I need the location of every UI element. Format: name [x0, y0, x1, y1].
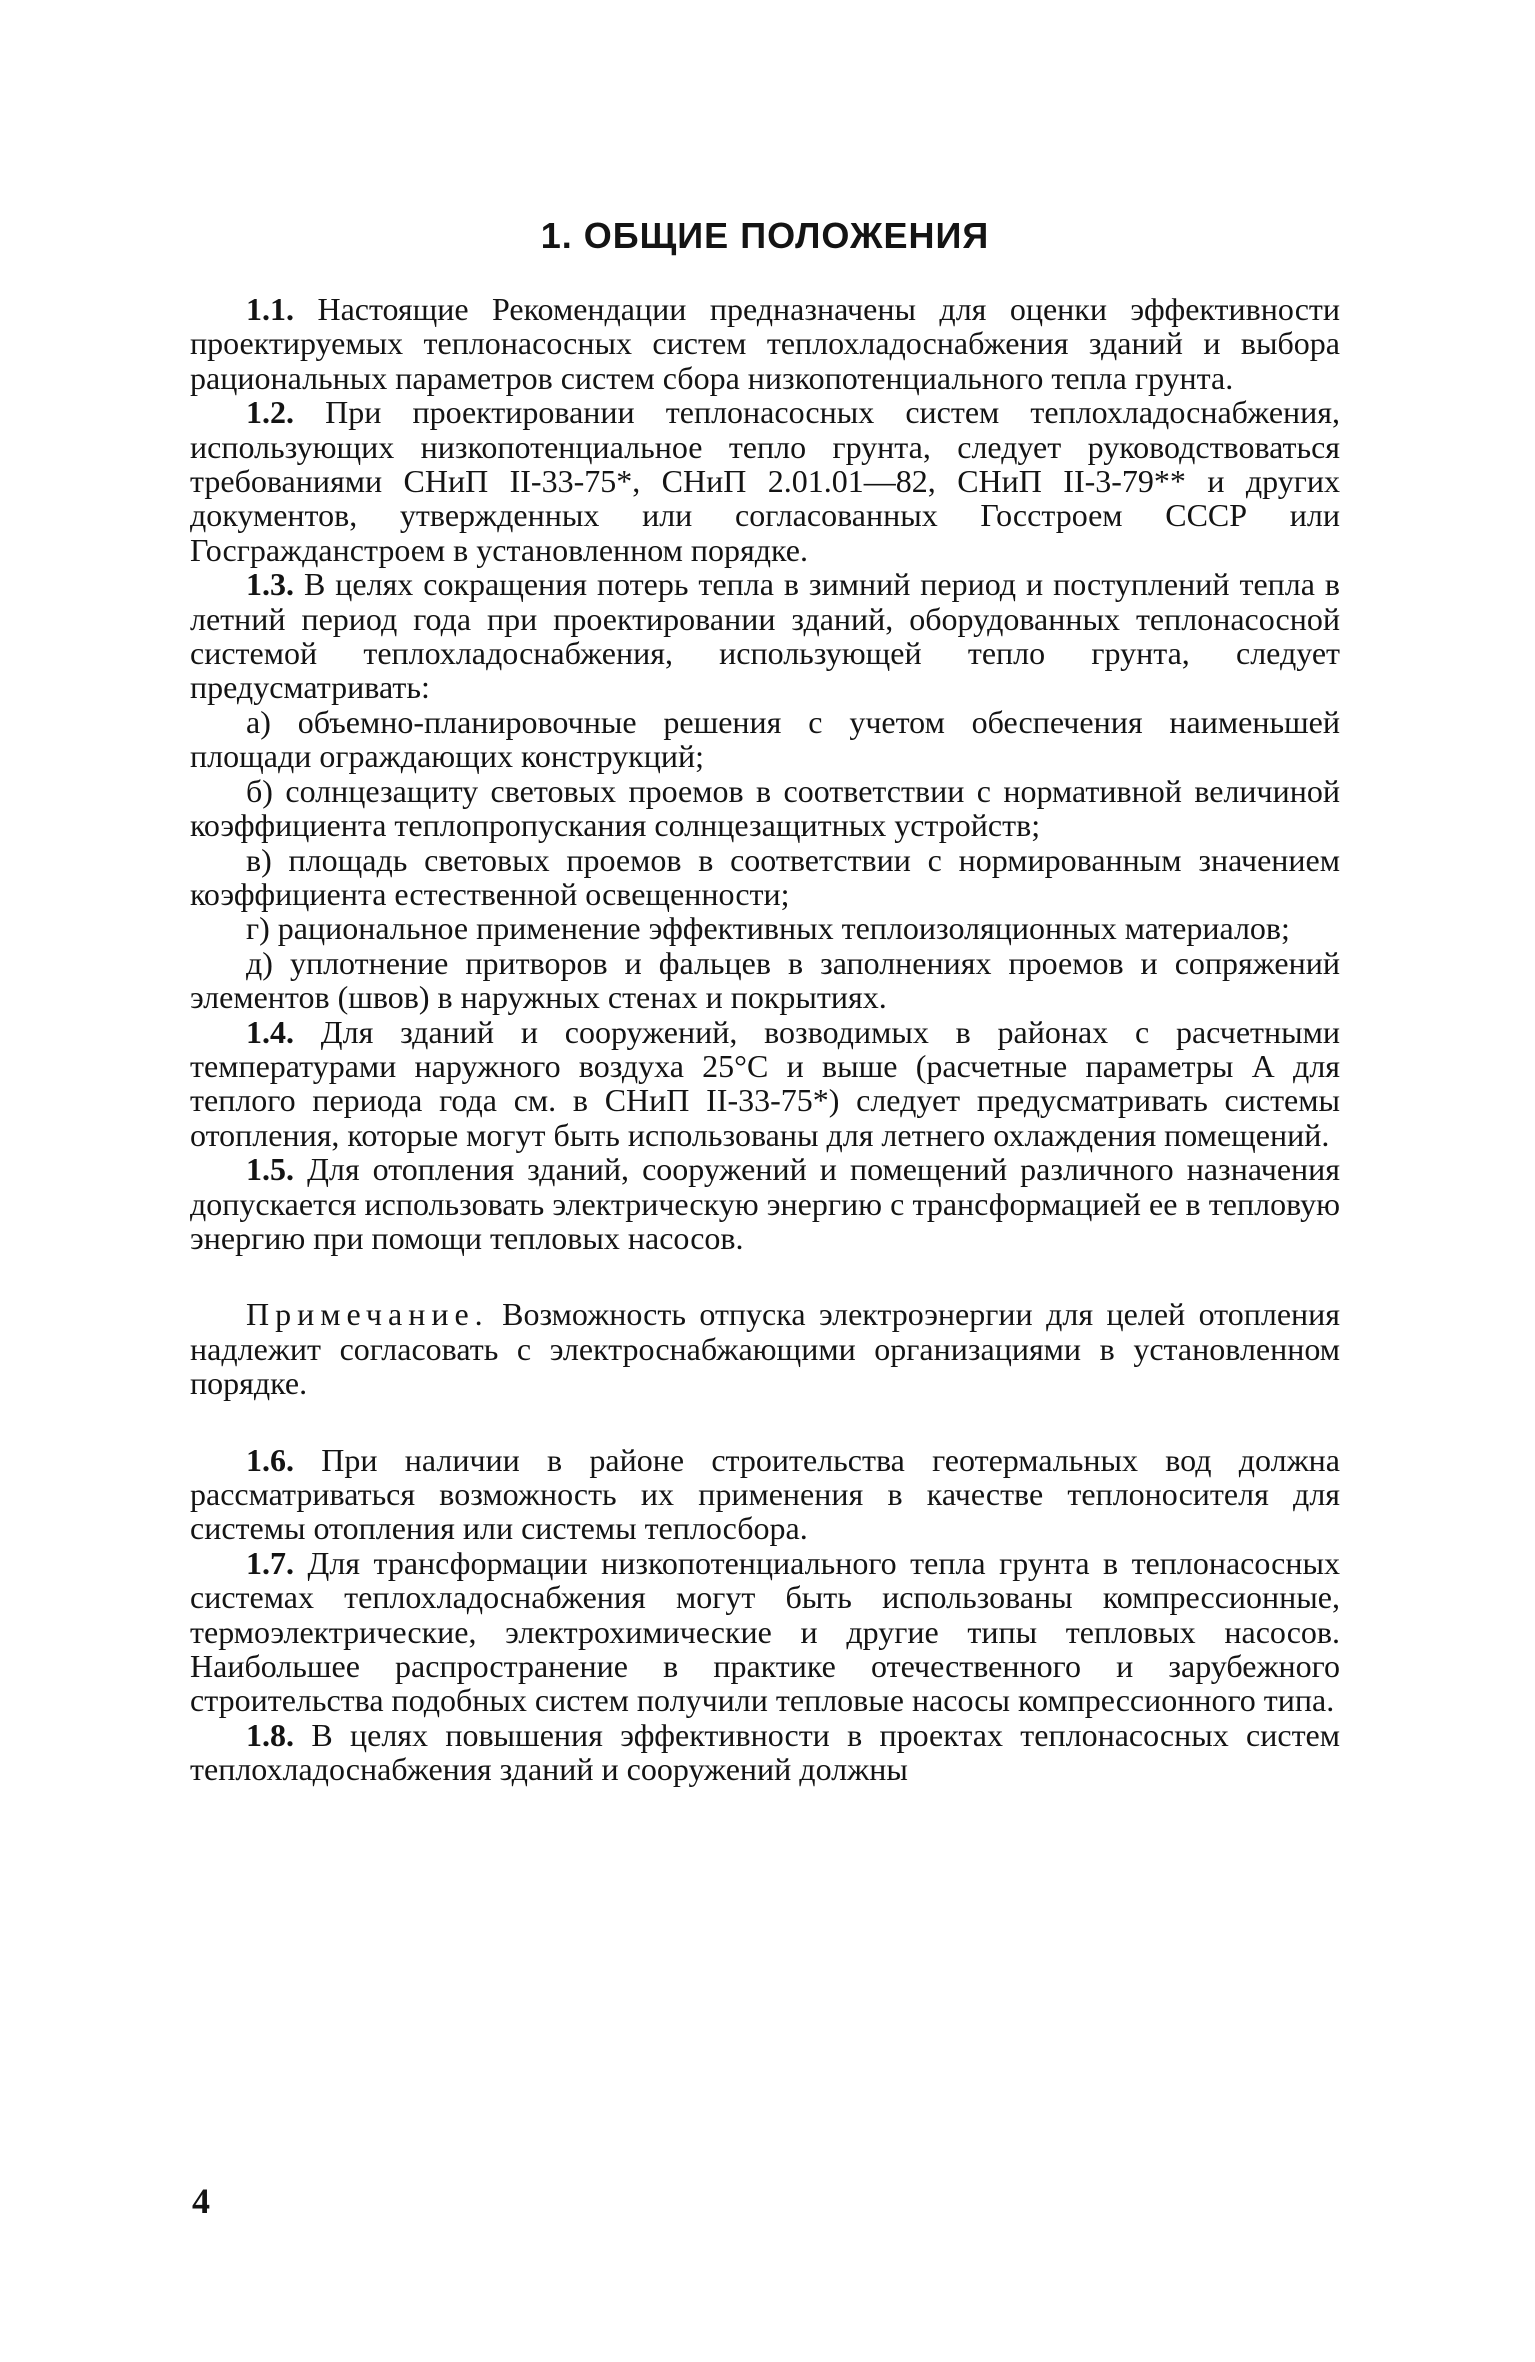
paragraph-text: Для зданий и сооружений, возводимых в районах с расчетными температурами наружного воздуха 25°С и выше (расчетные параметры А для теплого периода года см. в СНиП II-33-75*) следует предусматривать системы отопления, которые могут быть использованы для летнего охлаждения помещений.	[190, 1013, 1341, 1153]
paragraph-text: При наличии в районе строительства геотермальных вод должна рассматриваться возможность их применения в качестве теплоносителя для системы отопления или системы теплосбора.	[190, 1441, 1341, 1547]
paragraph-1-6	[190, 1443, 1340, 1546]
list-item-b	[190, 774, 1340, 843]
list-item-d	[190, 946, 1340, 1015]
body-text	[190, 292, 1340, 1787]
paragraph-number: 1.1.	[246, 291, 294, 327]
paragraph-1-7	[190, 1546, 1340, 1718]
paragraph-text: В целях повышения эффективности в проектах теплонасосных систем теплохладоснабжения зданий и сооружений должны	[190, 1716, 1341, 1788]
paragraph-number: 1.6.	[246, 1441, 294, 1478]
list-item-text: а) объемно-планировочные решения с учетом обеспечения наименьшей площади ограждающих конструкций;	[190, 703, 1340, 775]
note-label: Примечание.	[246, 1296, 489, 1333]
note-text: Возможность отпуска электроэнергии для целей отопления надлежит согласовать с электроснабжающими организациями в установленном порядке.	[190, 1296, 1341, 1402]
list-item-text: г) рациональное применение эффективных теплоизоляционных материалов;	[246, 910, 1290, 947]
paragraph-number: 1.4.	[246, 1013, 294, 1050]
list-item-v	[190, 843, 1340, 912]
list-item-g	[190, 911, 1340, 945]
note	[190, 1297, 1340, 1400]
paragraph-number: 1.5.	[246, 1151, 294, 1188]
list-item-text: д) уплотнение притворов и фальцев в заполнениях проемов и сопряжений элементов (швов) в наружных стенах и покрытиях.	[190, 944, 1340, 1016]
paragraph-number: 1.8.	[246, 1716, 294, 1753]
document-page	[190, 0, 1340, 2362]
paragraph-number: 1.2.	[246, 394, 294, 431]
paragraph-text: Настоящие Рекомендации предназначены для оценки эффективности проектируемых теплонасосных систем теплохладоснабжения зданий и выбора рациональных параметров систем сбора низкопотенциального тепла грунта.	[190, 291, 1341, 396]
list-item-a	[190, 705, 1340, 774]
paragraph-1-8	[190, 1718, 1340, 1787]
paragraph-1-1	[190, 292, 1340, 395]
list-item-text: б) солнцезащиту световых проемов в соответствии с нормативной величиной коэффициента теплопропускания солнцезащитных устройств;	[190, 772, 1340, 844]
paragraph-text: Для отопления зданий, сооружений и помещений различного назначения допускается использовать электрическую энергию с трансформацией ее в тепловую энергию при помощи тепловых насосов.	[190, 1151, 1341, 1256]
list-item-text: в) площадь световых проемов в соответствии с нормированным значением коэффициента естественной освещенности;	[190, 841, 1340, 912]
paragraph-number: 1.3.	[246, 566, 294, 603]
section-heading: 1. ОБЩИЕ ПОЛОЖЕНИЯ	[540, 215, 990, 256]
paragraph-1-3	[190, 567, 1340, 705]
paragraph-1-5	[190, 1152, 1340, 1255]
paragraph-number: 1.7.	[246, 1544, 294, 1581]
paragraph-1-2	[190, 395, 1340, 567]
paragraph-text: В целях сокращения потерь тепла в зимний период и поступлений тепла в летний период года при проектировании зданий, оборудованных теплонасосной системой теплохладоснабжения, использующей тепло грунта, следует предусматривать:	[190, 566, 1341, 706]
paragraph-text: Для трансформации низкопотенциального тепла грунта в теплонасосных системах теплохладоснабжения могут быть использованы компрессионные, термоэлектрические, электрохимические и другие типы тепловых насосов. Наибольшее распространение в практике отечественного и зарубежного строительства подобных систем получили тепловые насосы компрессионного типа.	[190, 1544, 1341, 1719]
paragraph-text: При проектировании теплонасосных систем теплохладоснабжения, использующих низкопотенциальное тепло грунта, следует руководствоваться требованиями СНиП II-33-75*, СНиП 2.01.01—82, СНиП II-3-79** и других документов, утвержденных или согласованных Госстроем СССР или Госгражданстроем в установленном порядке.	[190, 394, 1341, 568]
page-number: 4	[192, 2181, 210, 2221]
paragraph-1-4	[190, 1015, 1340, 1153]
